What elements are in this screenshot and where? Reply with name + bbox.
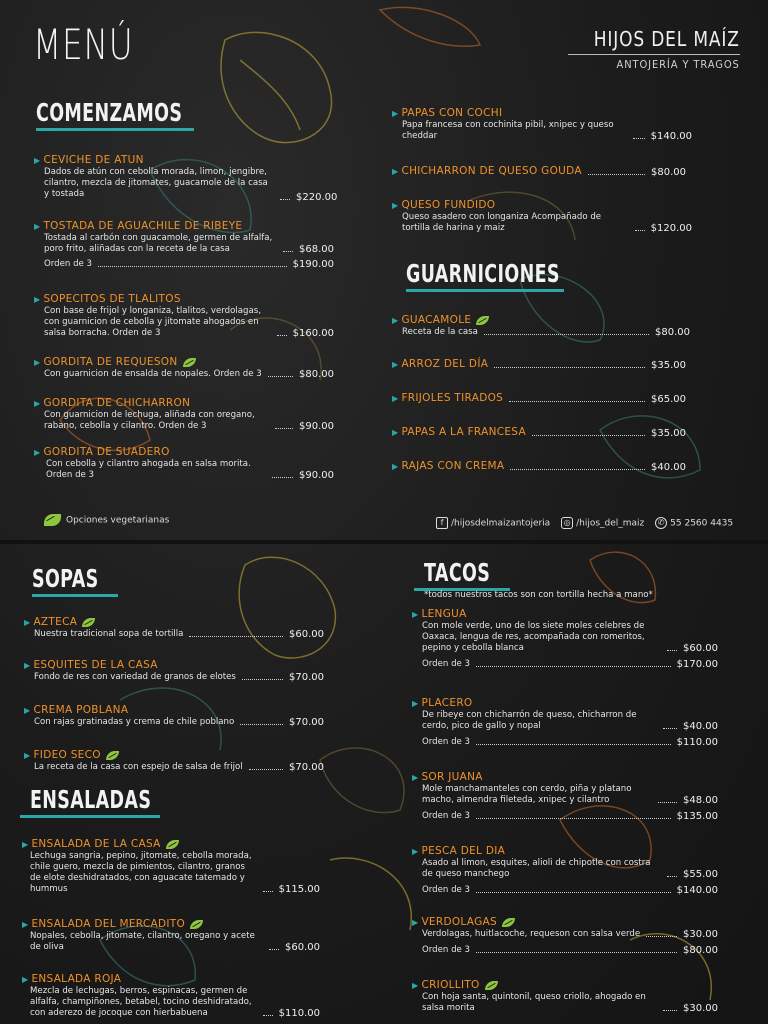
leader-dots [189, 636, 283, 637]
menu-item [24, 704, 324, 728]
facebook-icon: f [436, 517, 448, 529]
item-name: GORDITA DE SUADERO [43, 446, 170, 458]
leader-dots [476, 666, 671, 667]
menu-title: MENÚ [33, 20, 134, 69]
item-price: $90.00 [299, 421, 334, 432]
item-name: AZTECA [33, 616, 78, 628]
vegetarian-legend [44, 514, 169, 526]
item-description: Con guarnicion de ensalda de nopales. Orden de 3 [44, 369, 262, 379]
bullet-icon: ▶ [22, 975, 29, 984]
order-price: $135.00 [676, 811, 718, 822]
leader-dots [277, 335, 287, 336]
item-description: Lechuga sangria, pepino, jitomate, cebolla morada, chile guero, mezcla de pimientos, cilantro, granos de elote deshidratados, con aguacate tatemado y hummus [30, 851, 252, 894]
item-price: $120.00 [650, 223, 692, 234]
item-price: $60.00 [285, 942, 320, 953]
item-price: $110.00 [278, 1008, 320, 1019]
menu-item [34, 154, 338, 203]
leader-dots [633, 138, 645, 139]
item-price: $220.00 [296, 192, 338, 203]
item-name: PLACERO [421, 697, 473, 709]
bullet-icon: ▶ [392, 109, 399, 118]
item-name: VERDOLAGAS [421, 916, 497, 928]
social-links [436, 517, 733, 529]
item-price: $65.00 [651, 394, 686, 405]
leader-dots [484, 334, 649, 335]
order-price: $80.00 [683, 945, 718, 956]
item-name: LENGUA [421, 608, 467, 620]
menu-item [34, 293, 334, 339]
leader-dots [646, 936, 677, 937]
bullet-icon: ▶ [34, 399, 41, 408]
leader-dots [283, 251, 293, 252]
item-description: Receta de la casa [402, 327, 478, 337]
item-name: CHICHARRON DE QUESO GOUDA [401, 165, 582, 177]
facebook-handle[interactable]: /hijosdelmaizantojeria [451, 518, 551, 529]
bullet-icon: ▶ [392, 462, 399, 471]
item-description: Mezcla de lechugas, berros, espinacas, germen de alfalfa, champiñones, betabel, tocino deshidratado, con aderezo de jocoque con hierbabuena [30, 986, 252, 1018]
instagram-icon: ◎ [561, 517, 573, 529]
vegetarian-leaf-icon [502, 918, 515, 927]
vegetarian-leaf-icon [106, 751, 119, 760]
section-underline [32, 594, 118, 597]
item-name: ENSALADA ROJA [31, 973, 122, 985]
bullet-icon: ▶ [24, 618, 31, 627]
section-underline [20, 815, 160, 818]
item-price: $80.00 [299, 369, 334, 380]
item-name: CEVICHE DE ATUN [43, 154, 144, 166]
item-price: $35.00 [651, 360, 686, 371]
item-description: Nopales, cebolla, jitomate, cilantro, oregano y acete de oliva [30, 931, 255, 952]
item-name: SOR JUANA [421, 771, 483, 783]
item-description: Mole manchamanteles con cerdo, piña y platano macho, almendra fileteda, xnipec y cilantro [422, 784, 632, 805]
vegetarian-leaf-icon [44, 514, 61, 526]
item-name: RAJAS CON CREMA [401, 460, 505, 472]
bullet-icon: ▶ [412, 918, 419, 927]
leader-dots [476, 744, 671, 745]
bullet-icon: ▶ [392, 428, 399, 437]
section-title: GUARNICIONES [406, 259, 560, 288]
bullet-icon: ▶ [24, 706, 31, 715]
bullet-icon: ▶ [412, 610, 419, 619]
item-name: SOPECITOS DE TLALITOS [43, 293, 181, 305]
section-sopas [32, 564, 127, 597]
section-ensaladas [30, 785, 203, 818]
item-description: Asado al limon, esquites, alioli de chipotle con costra de queso manchego [422, 858, 651, 879]
menu-item [392, 426, 686, 439]
item-price: $160.00 [292, 328, 334, 339]
menu-item [412, 608, 718, 670]
section-tacos [424, 558, 519, 591]
item-price: $70.00 [289, 762, 324, 773]
vegetarian-legend-label: Opciones vegetarianas [66, 515, 170, 526]
brand-divider [568, 54, 740, 55]
leader-dots [663, 1010, 677, 1011]
item-description: Con mole verde, uno de los siete moles celebres de Oaxaca, lengua de res, acompañada con romeritos, pepino y cebolla blanca [422, 621, 645, 653]
menu-item [392, 358, 686, 371]
item-name: ESQUITES DE LA CASA [33, 659, 158, 671]
item-price: $80.00 [655, 327, 690, 338]
menu-item [392, 460, 686, 473]
item-price: $68.00 [299, 244, 334, 255]
item-description: La receta de la casa con espejo de salsa de frijol [34, 762, 243, 772]
item-price: $40.00 [683, 721, 718, 732]
item-price: $30.00 [683, 1003, 718, 1014]
item-price: $140.00 [650, 131, 692, 142]
phone-number[interactable]: 55 2560 4435 [670, 518, 734, 529]
item-price: $115.00 [278, 884, 320, 895]
item-price: $90.00 [299, 470, 334, 481]
item-price: $55.00 [683, 869, 718, 880]
item-description: Con cebolla y cilantro ahogada en salsa morita. Orden de 3 [46, 459, 251, 480]
instagram-handle[interactable]: /hijos_del_maiz [576, 518, 645, 529]
bullet-icon: ▶ [412, 699, 419, 708]
menu-item [22, 918, 320, 953]
vegetarian-leaf-icon [190, 920, 203, 929]
tacos-note: *todos nuestros tacos son con tortilla hecha a mano* [424, 590, 653, 600]
section-underline [406, 289, 564, 292]
leader-dots [532, 435, 645, 436]
item-description: Tostada al carbón con guacamole, germen de alfalfa, poro frito, aliñadas con la receta de la casa [44, 233, 273, 254]
brand-name: HIJOS DEL MAÍZ [594, 27, 740, 51]
bullet-icon: ▶ [24, 751, 31, 760]
menu-item [34, 446, 334, 481]
bullet-icon: ▶ [392, 360, 399, 369]
item-description: Dados de atún con cebolla morada, limon, jengibre, cilantro, mezcla de jitomates, guacamole de la casa y tostada [44, 167, 268, 199]
leader-dots [476, 892, 671, 893]
leader-dots [275, 428, 293, 429]
leader-dots [667, 876, 677, 877]
brand-subtitle: ANTOJERÍA Y TRAGOS [616, 58, 740, 71]
item-price: $60.00 [289, 629, 324, 640]
menu-item [392, 107, 692, 142]
order-label: Orden de 3 [422, 737, 471, 747]
leader-dots [476, 818, 671, 819]
order-price: $140.00 [676, 885, 718, 896]
leader-dots [663, 728, 677, 729]
item-name: CRIOLLITO [421, 979, 480, 991]
bullet-icon: ▶ [34, 448, 41, 457]
item-name: TOSTADA DE AGUACHILE DE RIBEYE [43, 220, 243, 232]
item-name: ENSALADA DEL MERCADITO [31, 918, 186, 930]
leader-dots [263, 1015, 273, 1016]
leader-dots [263, 891, 273, 892]
bullet-icon: ▶ [34, 156, 41, 165]
menu-item [34, 397, 334, 432]
item-price: $70.00 [289, 672, 324, 683]
section-comenzamos [36, 98, 245, 131]
leader-dots [240, 724, 283, 725]
item-description: Con guarnicion de lechuga, aliñada con oregano, rabano, cebolla y cilantro. Orden de 3 [44, 410, 255, 431]
section-underline [36, 128, 194, 131]
item-name: GUACAMOLE [401, 314, 472, 326]
brand-logo [568, 27, 740, 71]
leader-dots [588, 174, 645, 175]
bullet-icon: ▶ [24, 661, 31, 670]
leader-dots [509, 401, 645, 402]
item-name: PESCA DEL DIA [421, 845, 506, 857]
bullet-icon: ▶ [392, 167, 399, 176]
menu-item [412, 771, 718, 822]
order-label: Orden de 3 [422, 659, 471, 669]
order-label: Orden de 3 [422, 945, 471, 955]
bullet-icon: ▶ [392, 394, 399, 403]
leader-dots [98, 266, 287, 267]
menu-item [412, 916, 718, 956]
bullet-icon: ▶ [22, 920, 29, 929]
order-label: Orden de 3 [422, 885, 471, 895]
item-description: Papa francesa con cochinita pibil, xnipec y queso cheddar [402, 120, 614, 141]
section-title: ENSALADAS [30, 785, 152, 814]
order-price: $170.00 [676, 659, 718, 670]
item-price: $60.00 [683, 643, 718, 654]
menu-item [22, 838, 320, 895]
vegetarian-leaf-icon [183, 358, 196, 367]
order-label: Orden de 3 [44, 259, 93, 269]
leader-dots [494, 367, 645, 368]
bullet-icon: ▶ [34, 358, 41, 367]
leader-dots [280, 199, 290, 200]
whatsapp-icon: ✆ [655, 517, 667, 529]
menu-item [392, 314, 690, 338]
leader-dots [658, 802, 677, 803]
leader-dots [510, 469, 645, 470]
menu-item [412, 979, 718, 1014]
section-title: TACOS [424, 558, 491, 587]
item-name: FIDEO SECO [33, 749, 101, 761]
section-guarniciones [406, 259, 626, 292]
item-name: ENSALADA DE LA CASA [31, 838, 161, 850]
item-description: Fondo de res con variedad de granos de elotes [34, 672, 236, 682]
bullet-icon: ▶ [392, 316, 399, 325]
vegetarian-leaf-icon [476, 316, 489, 325]
item-price: $40.00 [651, 462, 686, 473]
menu-item [24, 659, 324, 683]
menu-item [34, 356, 334, 380]
leader-dots [242, 679, 283, 680]
item-name: QUESO FUNDIDO [401, 199, 496, 211]
menu-item [412, 845, 718, 896]
bullet-icon: ▶ [392, 201, 399, 210]
menu-item [24, 616, 324, 640]
bullet-icon: ▶ [34, 222, 41, 231]
item-description: Con rajas gratinadas y crema de chile poblano [34, 717, 235, 727]
menu-item [24, 749, 324, 773]
item-description: De ribeye con chicharrón de queso, chicharron de cerdo, pico de gallo y nopal [422, 710, 637, 731]
menu-item [392, 199, 692, 234]
bullet-icon: ▶ [412, 773, 419, 782]
bullet-icon: ▶ [412, 847, 419, 856]
menu-item [392, 392, 686, 405]
item-price: $80.00 [651, 167, 686, 178]
menu-item [34, 220, 334, 270]
item-price: $70.00 [289, 717, 324, 728]
item-name: CREMA POBLANA [33, 704, 129, 716]
menu-item [412, 697, 718, 748]
bullet-icon: ▶ [34, 295, 41, 304]
menu-item [392, 165, 686, 178]
leader-dots [667, 650, 677, 651]
order-price: $110.00 [676, 737, 718, 748]
leader-dots [635, 230, 645, 231]
item-name: FRIJOLES TIRADOS [401, 392, 504, 404]
item-name: PAPAS A LA FRANCESA [401, 426, 526, 438]
bullet-icon: ▶ [412, 981, 419, 990]
section-title: SOPAS [32, 564, 99, 593]
leader-dots [269, 949, 279, 950]
item-name: ARROZ DEL DÍA [401, 358, 489, 370]
bullet-icon: ▶ [22, 840, 29, 849]
item-price: $48.00 [683, 795, 718, 806]
item-description: Con hoja santa, quintonil, queso criollo, ahogado en salsa morita [422, 992, 646, 1013]
item-description: Con base de frijol y longaniza, tlalitos, verdolagas, con guarnicion de cebolla y jitomate ahogados en salsa borracha. Orden de 3 [44, 306, 261, 338]
item-name: GORDITA DE REQUESON [43, 356, 178, 368]
leader-dots [272, 477, 293, 478]
vegetarian-leaf-icon [485, 981, 498, 990]
vegetarian-leaf-icon [166, 840, 179, 849]
order-label: Orden de 3 [422, 811, 471, 821]
leader-dots [476, 952, 677, 953]
leader-dots [268, 376, 293, 377]
item-name: GORDITA DE CHICHARRON [43, 397, 191, 409]
item-description: Queso asadero con longaniza Acompañado de tortilla de harina y maiz [402, 212, 602, 233]
leader-dots [249, 769, 283, 770]
section-title: COMENZAMOS [36, 98, 183, 127]
item-price: $30.00 [683, 929, 718, 940]
order-price: $190.00 [292, 259, 334, 270]
item-description: Verdolagas, huitlacoche, requeson con salsa verde [422, 929, 641, 939]
item-name: PAPAS CON COCHI [401, 107, 503, 119]
item-price: $35.00 [651, 428, 686, 439]
menu-item [22, 973, 320, 1019]
item-description: Nuestra tradicional sopa de tortilla [34, 629, 184, 639]
vegetarian-leaf-icon [82, 618, 95, 627]
